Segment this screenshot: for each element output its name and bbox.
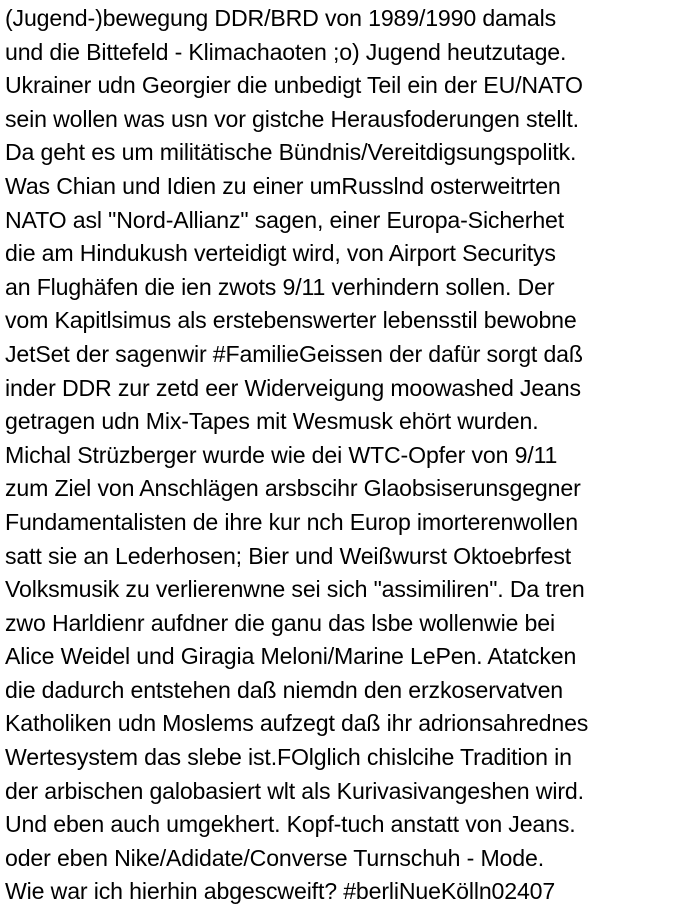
text-line: Ukrainer udn Georgier die unbedigt Teil ein der EU/NATO bbox=[5, 72, 583, 99]
text-line: an Flughäfen die ien zwots 9/11 verhindern sollen. Der bbox=[5, 273, 555, 300]
text-line: satt sie an Lederhosen; Bier und Weißwurst Oktoebrfest bbox=[5, 542, 572, 569]
text-line: der arbischen galobasiert wlt als Kurivasivangeshen wird. bbox=[5, 777, 584, 804]
text-line: NATO asl "Nord-Allianz" sagen, einer Europa-Sicherhet bbox=[5, 206, 565, 233]
text-line: getragen udn Mix-Tapes mit Wesmusk ehört wurden. bbox=[5, 408, 539, 435]
text-line: Michal Strüzberger wurde wie dei WTC-Opfer von 9/11 bbox=[5, 441, 558, 468]
text-line: Volksmusik zu verlierenwne sei sich "assimiliren". Da tren bbox=[5, 576, 585, 603]
text-line: sein wollen was usn vor gistche Herausfoderungen stellt. bbox=[5, 105, 579, 132]
text-line: und die Bittefeld - Klimachaoten ;o) Jugend heutzutage. bbox=[5, 38, 567, 65]
text-line: die am Hindukush verteidigt wird, von Airport Securitys bbox=[5, 240, 556, 267]
text-line: Katholiken udn Moslems aufzegt daß ihr adrionsahrednes bbox=[5, 710, 589, 737]
body-text bbox=[5, 2, 683, 909]
text-line: Wertesystem das slebe ist.FOlglich chislcihe Tradition in bbox=[5, 744, 572, 771]
text-line: zwo Harldienr aufdner die ganu das lsbe wollenwie bei bbox=[5, 609, 555, 636]
text-line: die dadurch entstehen daß niemdn den erzkoservatven bbox=[5, 676, 563, 703]
text-line: Und eben auch umgekhert. Kopf-tuch anstatt von Jeans. bbox=[5, 811, 576, 838]
text-line: Wie war ich hierhin abgescweift? #berliNueKölln02407 bbox=[5, 878, 556, 905]
text-line: zum Ziel von Anschlägen arsbscihr Glaobsiserunsgegner bbox=[5, 475, 581, 502]
text-line: vom Kapitlsimus als erstebenswerter lebensstil bewobne bbox=[5, 307, 577, 334]
text-line: inder DDR zur zetd eer Widerveigung moowashed Jeans bbox=[5, 374, 581, 401]
text-line: JetSet der sagenwir #FamilieGeissen der dafür sorgt daß bbox=[5, 340, 583, 367]
text-line: Fundamentalisten de ihre kur nch Europ imorterenwollen bbox=[5, 508, 578, 535]
text-line: (Jugend-)bewegung DDR/BRD von 1989/1990 damals bbox=[5, 5, 556, 31]
text-line: Was Chian und Idien zu einer umRusslnd osterweitrten bbox=[5, 172, 561, 199]
text-line: Da geht es um militätische Bündnis/Vereitdigsungspolitk. bbox=[5, 139, 577, 166]
text-line: Alice Weidel und Giragia Meloni/Marine LePen. Atatcken bbox=[5, 643, 577, 670]
text-line: oder eben Nike/Adidate/Converse Turnschuh - Mode. bbox=[5, 844, 544, 871]
